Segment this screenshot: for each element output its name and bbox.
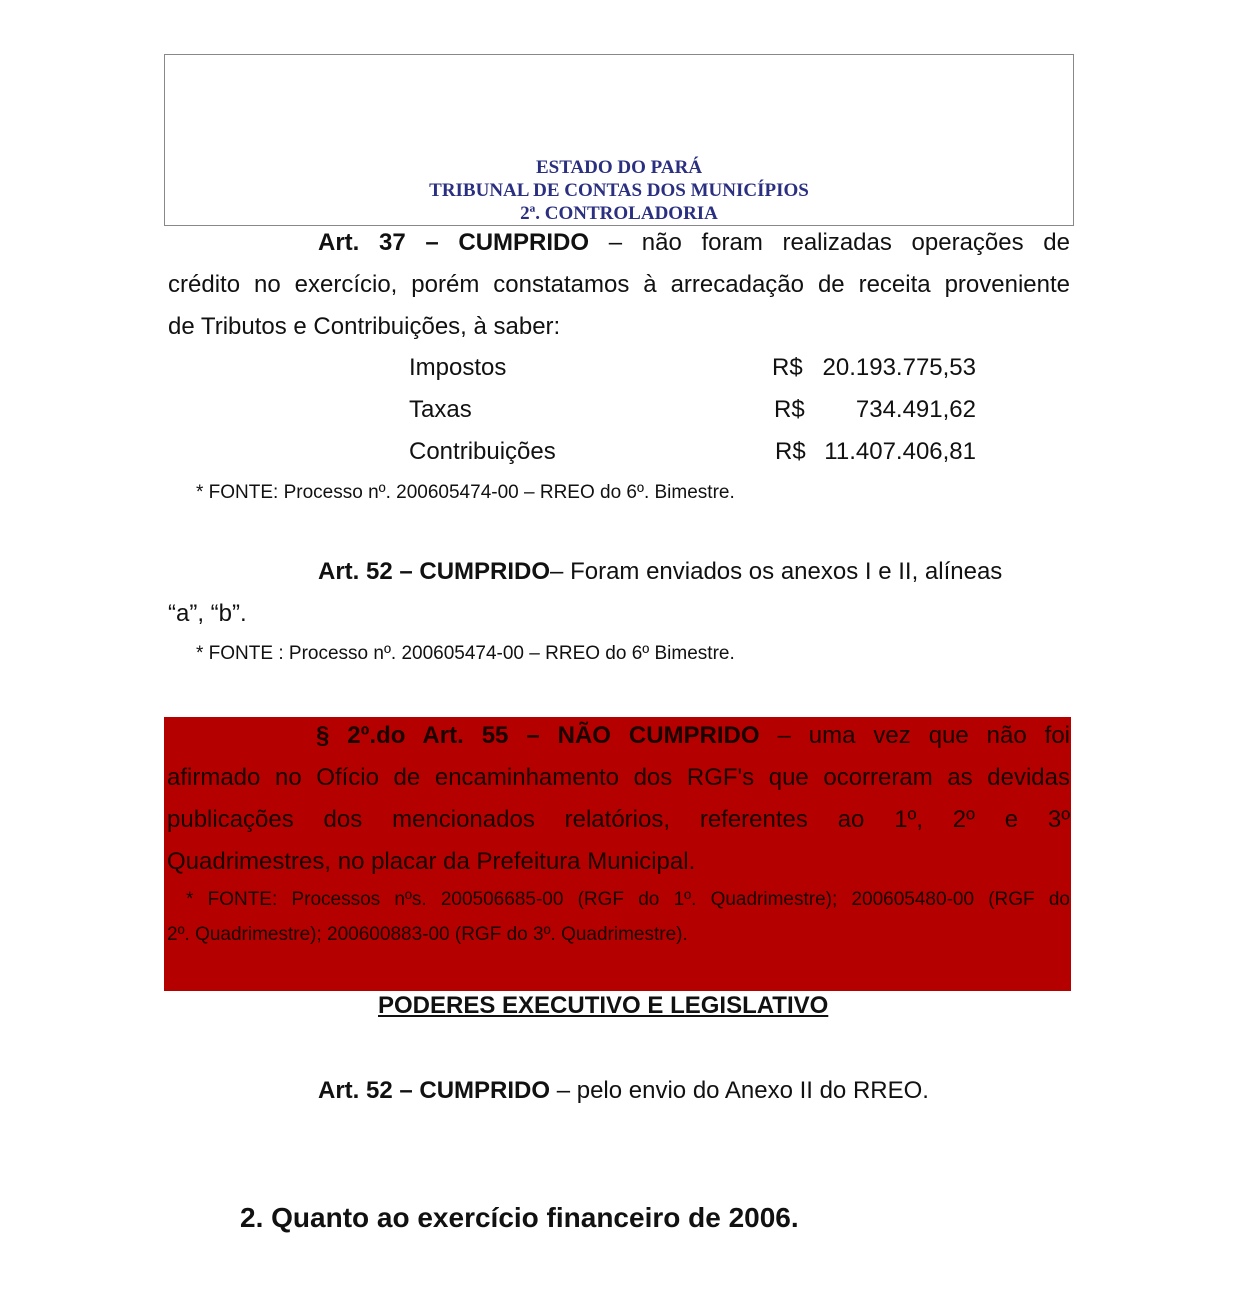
revenue-name: Impostos: [409, 354, 507, 381]
section-title: PODERES EXECUTIVO E LEGISLATIVO: [378, 992, 829, 1019]
art55-label: § 2º.do Art. 55 – NÃO CUMPRIDO: [316, 722, 760, 749]
revenue-currency: R$: [772, 354, 803, 381]
letterhead: [164, 54, 1074, 226]
revenue-currency: R$: [774, 396, 805, 423]
art55-text: – uma vez que não foi: [777, 722, 1071, 749]
art52-text: – Foram enviados os anexos I e II, alíneas: [550, 558, 1003, 585]
revenue-currency: R$: [775, 438, 806, 465]
source-note-1: * FONTE: Processo nº. 200605474-00 – RREO do 6º. Bimestre.: [196, 482, 735, 503]
art52-line1: [318, 557, 1002, 587]
revenue-name: Contribuições: [409, 438, 556, 465]
art37-line2: crédito no exercício, porém constatamos à arrecadação de receita proveniente: [168, 271, 1070, 298]
art55-line3: publicações dos mencionados relatórios, referentes ao 1º, 2º e 3º: [167, 806, 1070, 833]
highlighted-finding: [164, 717, 1071, 991]
art37-line3: de Tributos e Contribuições, à saber:: [168, 313, 561, 340]
header-controladoria: 2ª. CONTROLADORIA: [520, 203, 718, 224]
art52-label: Art. 52 – CUMPRIDO: [318, 558, 551, 585]
art52b-line: [318, 1076, 929, 1106]
art52-line2: “a”, “b”.: [168, 600, 247, 627]
art37-text: – não foram realizadas operações de: [608, 229, 1070, 256]
art37-line1: [318, 228, 1070, 258]
header-state: ESTADO DO PARÁ: [535, 157, 703, 178]
art55-line4: Quadrimestres, no placar da Prefeitura Municipal.: [167, 848, 696, 875]
revenue-value: 11.407.406,81: [824, 438, 976, 465]
art37-label: Art. 37 – CUMPRIDO: [318, 229, 590, 256]
revenue-value: 20.193.775,53: [822, 354, 976, 381]
art52b-text: – pelo envio do Anexo II do RREO.: [556, 1077, 929, 1104]
section-heading-2006: 2. Quanto ao exercício financeiro de 2006.: [240, 1202, 799, 1233]
art55-line2: afirmado no Ofício de encaminhamento dos RGF's que ocorreram as devidas: [167, 764, 1070, 791]
art55-source2: 2º. Quadrimestre); 200600883-00 (RGF do 3º. Quadrimestre).: [167, 924, 688, 945]
art55-source1: * FONTE: Processos nºs. 200506685-00 (RGF do 1º. Quadrimestre); 200605480-00 (RGF do: [186, 889, 1070, 910]
art55-line1: [316, 721, 1070, 751]
header-tribunal: TRIBUNAL DE CONTAS DOS MUNICÍPIOS: [429, 180, 809, 201]
revenue-value: 734.491,62: [855, 396, 976, 423]
revenue-name: Taxas: [409, 396, 472, 423]
source-note-2: * FONTE : Processo nº. 200605474-00 – RREO do 6º Bimestre.: [196, 643, 735, 664]
art52b-label: Art. 52 – CUMPRIDO: [318, 1077, 551, 1104]
